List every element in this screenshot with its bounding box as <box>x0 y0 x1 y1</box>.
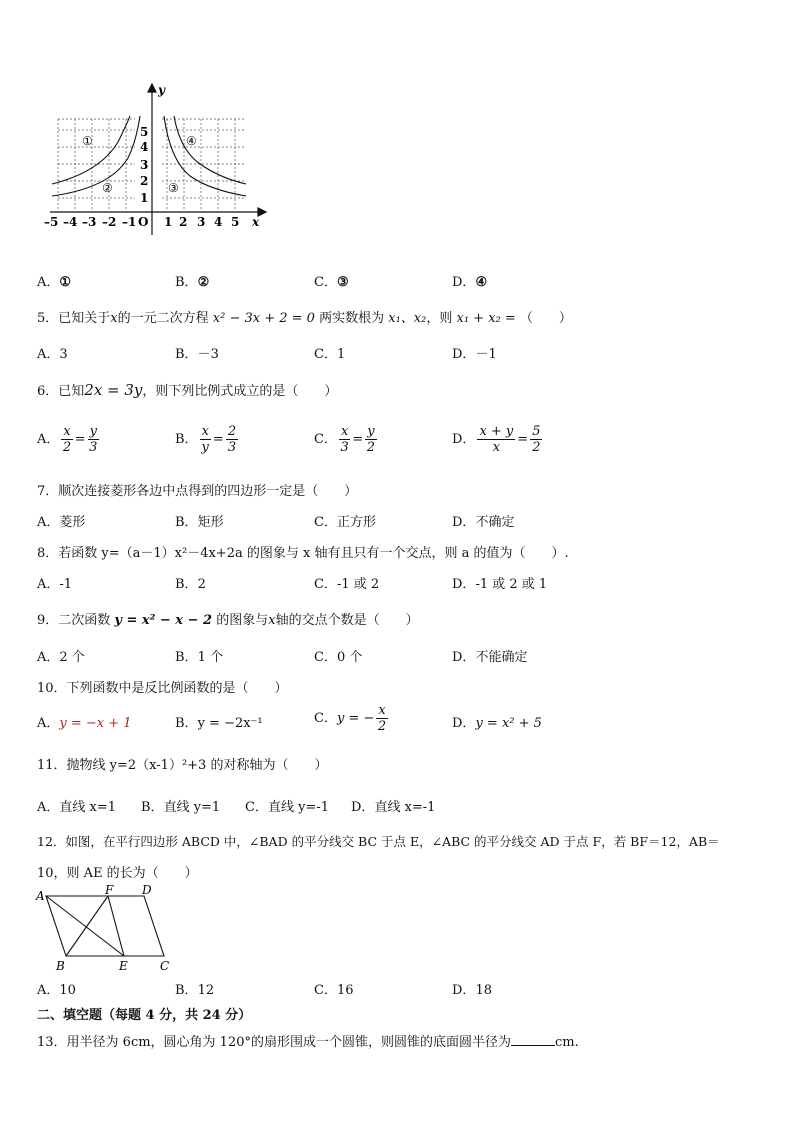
option-text: 矩形 <box>197 515 224 530</box>
question-6 <box>37 380 337 399</box>
curve-label: ④ <box>186 134 197 148</box>
q10-option-d[interactable] <box>452 712 542 731</box>
q12-option-d[interactable] <box>452 979 492 998</box>
equals-sign: = <box>74 432 86 447</box>
fraction <box>477 424 515 455</box>
option-text: y = x² + 5 <box>475 716 542 731</box>
question-9 <box>37 609 419 628</box>
q9-var: x <box>268 613 276 628</box>
option-letter: A． <box>37 650 60 665</box>
segment-af <box>46 896 124 956</box>
q5-sum: x₁ + x₂ = <box>456 311 516 326</box>
option-text: －3 <box>197 347 219 362</box>
q12-option-c[interactable] <box>314 979 354 998</box>
segment-bf <box>66 896 108 956</box>
q4-option-d[interactable] <box>452 271 487 290</box>
option-text: 直线 x=1 <box>59 800 117 815</box>
option-letter: A． <box>37 347 60 362</box>
numerator: x <box>201 424 209 439</box>
label-b: B <box>56 959 65 973</box>
option-letter: D． <box>452 347 476 362</box>
q9-suffix: 轴的交点个数是（ ） <box>275 613 419 628</box>
option-letter: D． <box>452 515 476 530</box>
option-text: 正方形 <box>336 515 376 530</box>
numerator: 2 <box>227 424 237 439</box>
x-tick: –4 <box>63 215 78 229</box>
option-text: ③ <box>336 275 349 290</box>
section-title: 二、填空题（每题 4 分，共 24 分） <box>37 1008 252 1023</box>
answer-blank[interactable] <box>511 1035 555 1046</box>
fraction <box>376 703 387 734</box>
option-text: 2 <box>197 577 206 592</box>
question-12-line2: 10，则 AE 的长为（ ） <box>37 866 198 881</box>
option-letter: C． <box>314 347 337 362</box>
question-11: 11．抛物线 y=2（x-1）²+3 的对称轴为（ ） <box>37 758 328 773</box>
option-text: ① <box>59 275 72 290</box>
label-f: F <box>105 883 114 897</box>
option-letter: D． <box>452 983 476 998</box>
option-text: -1 <box>59 577 73 592</box>
option-text: 直线 x=-1 <box>374 800 436 815</box>
x-tick: 5 <box>231 215 240 229</box>
option-letter: C． <box>245 800 268 815</box>
q6-given: 2x = 3y <box>84 381 143 399</box>
option-letter: B． <box>141 800 164 815</box>
segment-fe <box>108 896 124 956</box>
x-tick: –2 <box>102 215 117 229</box>
numerator: x <box>378 703 386 718</box>
x-tick: O <box>138 215 149 229</box>
question-10: 10．下列函数中是反比例函数的是（ ） <box>37 681 288 696</box>
fraction <box>200 424 211 455</box>
option-text: 10 <box>59 983 76 998</box>
q5-suffix: （ ） <box>519 311 572 326</box>
q5-mid: 的一元二次方程 <box>117 311 209 326</box>
option-letter: A． <box>37 577 60 592</box>
curve-label: ① <box>82 134 93 148</box>
option-letter: B． <box>175 577 198 592</box>
option-letter: B． <box>175 983 198 998</box>
x-tick: –5 <box>44 215 59 229</box>
option-letter: C． <box>314 711 337 726</box>
option-letter: B． <box>175 515 198 530</box>
q5-option-a[interactable] <box>37 343 68 362</box>
q6-option-c[interactable] <box>314 424 379 455</box>
option-text: y = −x + 1 <box>59 716 132 731</box>
q10-option-b[interactable] <box>175 712 263 731</box>
x-axis-label: x <box>252 215 260 229</box>
x-tick: 1 <box>164 215 173 229</box>
q11-option-c[interactable] <box>245 796 329 815</box>
q7-option-d[interactable] <box>452 511 514 530</box>
q9-function: y = x² − x − 2 <box>114 613 213 628</box>
q7-option-a[interactable] <box>37 511 85 530</box>
fraction <box>226 424 238 455</box>
denominator: 2 <box>366 440 376 455</box>
numerator: x + y <box>479 424 514 439</box>
q5-option-d[interactable] <box>452 343 497 362</box>
numerator: x <box>340 424 349 439</box>
q5-prefix: 5．已知关于 <box>37 311 111 326</box>
option-letter: B． <box>175 432 198 447</box>
question-7: 7．顺次连接菱形各边中点得到的四边形一定是（ ） <box>37 484 358 499</box>
q5-option-b[interactable] <box>175 343 219 362</box>
label-c: C <box>160 959 170 973</box>
option-letter: C． <box>314 432 337 447</box>
y-axis-label: y <box>158 83 165 97</box>
q7-option-b[interactable] <box>175 511 224 530</box>
q5-equation: x² − 3x + 2 = 0 <box>212 311 315 326</box>
option-text: -1 或 2 <box>336 577 380 592</box>
question-5 <box>37 307 572 326</box>
option-letter: A． <box>37 515 60 530</box>
q8-option-b[interactable] <box>175 573 206 592</box>
numerator: y <box>367 424 375 439</box>
option-lhs: y = − <box>336 711 375 726</box>
option-letter: D． <box>452 432 476 447</box>
q13-text: 13．用半径为 6cm，圆心角为 120°的扇形围成一个圆锥，则圆锥的底面圆半径为 <box>37 1035 511 1050</box>
option-text: -1 或 2 或 1 <box>475 577 548 592</box>
q8-option-d[interactable] <box>452 573 547 592</box>
question-8: 8．若函数 y=（a－1）x²－4x+2a 的图象与 x 轴有且只有一个交点，则 a 的值为（ ）. <box>37 546 569 561</box>
q6-suffix: ，则下列比例式成立的是（ ） <box>142 384 338 399</box>
option-text: 16 <box>336 983 354 998</box>
graph-curves <box>52 116 246 196</box>
q8-option-c[interactable] <box>314 573 379 592</box>
denominator: y <box>201 440 209 455</box>
fraction <box>365 424 376 455</box>
option-letter: C． <box>314 275 337 290</box>
option-letter: D． <box>452 577 476 592</box>
q11-option-a[interactable] <box>37 796 116 815</box>
q9-option-a[interactable] <box>37 646 85 665</box>
fraction <box>61 424 72 455</box>
option-text: y = −2x⁻¹ <box>197 716 263 731</box>
y-tick: 2 <box>140 174 149 188</box>
q4-option-c[interactable] <box>314 271 349 290</box>
q12-option-b[interactable] <box>175 979 214 998</box>
option-letter: A． <box>37 983 60 998</box>
q6-option-a[interactable] <box>37 424 101 455</box>
x-tick: –3 <box>82 215 97 229</box>
function-graph <box>40 80 270 235</box>
q10-option-a[interactable] <box>37 712 132 731</box>
q5-option-c[interactable] <box>314 343 345 362</box>
option-text: 1 个 <box>197 650 223 665</box>
denominator: 2 <box>532 440 541 455</box>
label-e: E <box>119 959 128 973</box>
option-letter: C． <box>314 577 337 592</box>
option-text: ④ <box>475 275 488 290</box>
q12-option-a[interactable] <box>37 979 76 998</box>
q5-roots: x₁、x₂ <box>388 311 427 326</box>
option-letter: A． <box>37 716 60 731</box>
q9-option-d[interactable] <box>452 646 527 665</box>
curve-label: ③ <box>168 181 179 195</box>
option-text: 3 <box>59 347 68 362</box>
q4-option-b[interactable] <box>175 271 209 290</box>
option-letter: A． <box>37 432 60 447</box>
denominator: 3 <box>89 440 98 455</box>
graph-axes <box>50 84 266 235</box>
q11-option-b[interactable] <box>141 796 220 815</box>
option-text: 2 个 <box>59 650 85 665</box>
y-tick: 1 <box>140 191 149 205</box>
q9-option-c[interactable] <box>314 646 362 665</box>
option-letter: C． <box>314 515 337 530</box>
q7-option-c[interactable] <box>314 511 376 530</box>
q13-unit: cm. <box>555 1035 579 1050</box>
option-text: 0 个 <box>336 650 363 665</box>
option-letter: A． <box>37 800 60 815</box>
option-text: 不能确定 <box>475 650 528 665</box>
label-d: D <box>142 883 152 897</box>
x-tick: –1 <box>122 215 137 229</box>
option-letter: D． <box>452 650 476 665</box>
x-tick: 3 <box>197 215 206 229</box>
curve-label: ② <box>102 181 113 195</box>
x-tick-labels <box>44 215 239 229</box>
parallelogram-abcd <box>46 896 164 956</box>
option-text: 直线 y=-1 <box>267 800 329 815</box>
label-a: A <box>36 889 45 903</box>
q4-option-a[interactable] <box>37 271 71 290</box>
question-13 <box>37 1031 579 1050</box>
denominator: 2 <box>62 440 72 455</box>
option-text: 1 <box>336 347 346 362</box>
question-12-line1: 12．如图，在平行四边形 ABCD 中，∠BAD 的平分线交 BC 于点 E，∠ABC 的平分线交 AD 于点 F，若 BF＝12，AB＝ <box>37 834 720 849</box>
q6-prefix: 6．已知 <box>37 384 85 399</box>
option-letter: D． <box>452 275 476 290</box>
fraction <box>339 424 350 455</box>
y-tick: 3 <box>140 158 149 172</box>
q9-mid: 的图象与 <box>216 613 269 628</box>
option-text: 直线 y=1 <box>163 800 221 815</box>
option-letter: B． <box>175 347 198 362</box>
y-tick: 4 <box>140 140 149 154</box>
denominator: 2 <box>377 719 387 734</box>
fraction <box>88 424 99 455</box>
option-letter: A． <box>37 275 60 290</box>
denominator: x <box>492 440 501 455</box>
option-text: ② <box>197 275 210 290</box>
option-letter: B． <box>175 650 198 665</box>
q6-option-d[interactable] <box>452 424 544 455</box>
x-tick: 4 <box>214 215 223 229</box>
option-text: －1 <box>475 347 497 362</box>
option-letter: C． <box>314 983 337 998</box>
q9-option-b[interactable] <box>175 646 223 665</box>
numerator: x <box>63 424 71 439</box>
fraction <box>530 424 542 455</box>
denominator: 3 <box>227 440 237 455</box>
equals-sign: = <box>517 432 529 447</box>
denominator: 3 <box>340 440 349 455</box>
option-text: 12 <box>197 983 215 998</box>
numerator: 5 <box>532 424 541 439</box>
q6-option-b[interactable] <box>175 424 240 455</box>
option-letter: B． <box>175 275 198 290</box>
option-letter: B． <box>175 716 198 731</box>
option-letter: D． <box>351 800 375 815</box>
q5-var: x <box>110 311 118 326</box>
option-letter: C． <box>314 650 337 665</box>
q9-prefix: 9．二次函数 <box>37 613 111 628</box>
option-text: 18 <box>475 983 492 998</box>
q11-option-d[interactable] <box>351 796 435 815</box>
equals-sign: = <box>352 432 364 447</box>
q8-option-a[interactable] <box>37 573 72 592</box>
x-tick: 2 <box>179 215 188 229</box>
parallelogram-figure <box>34 882 184 974</box>
y-tick-labels <box>140 125 148 205</box>
q5-mid3: ，则 <box>426 311 453 326</box>
numerator: y <box>89 424 97 439</box>
option-letter: D． <box>452 716 476 731</box>
option-text: 不确定 <box>475 515 515 530</box>
equals-sign: = <box>212 432 224 447</box>
q5-mid2: 两实数根为 <box>319 311 385 326</box>
option-text: 菱形 <box>59 515 86 530</box>
q10-option-c[interactable] <box>314 703 390 734</box>
y-tick: 5 <box>140 125 149 139</box>
